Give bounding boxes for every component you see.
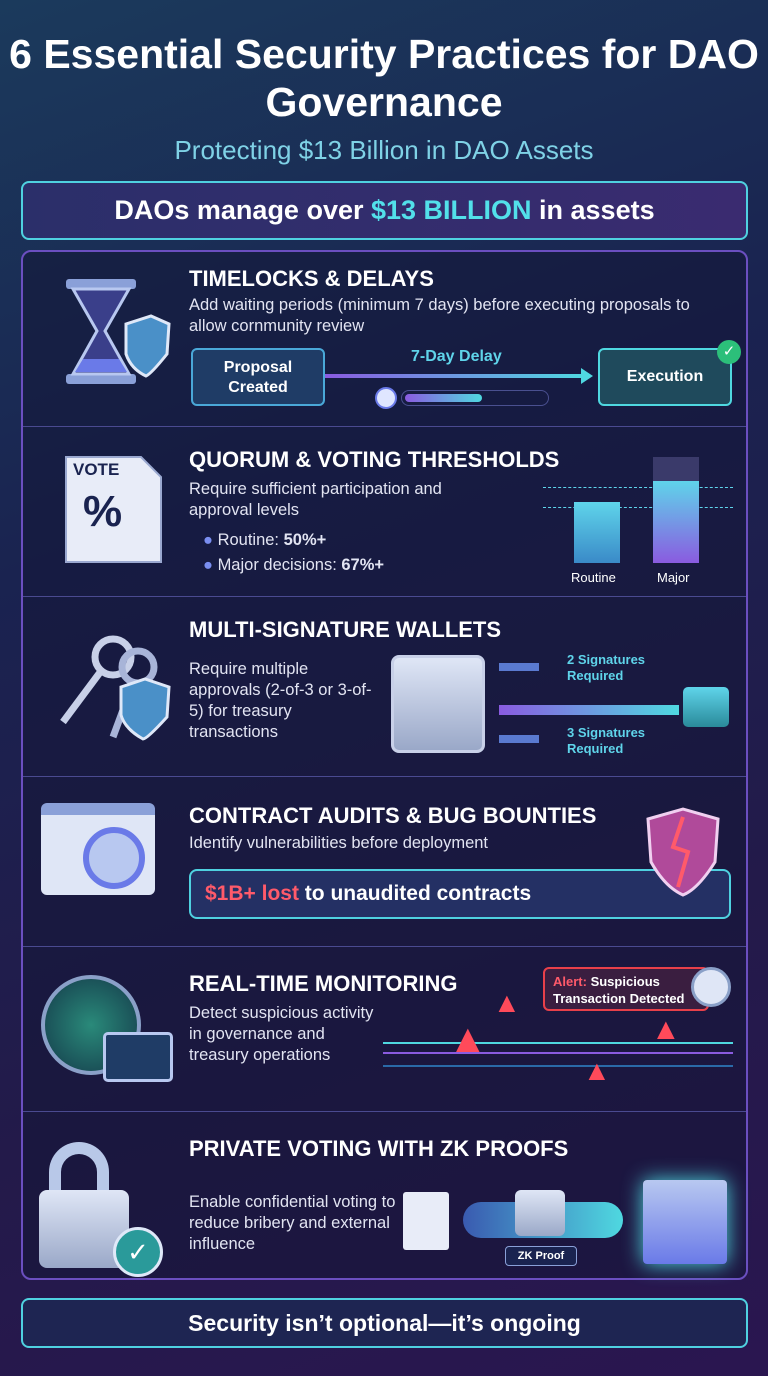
section-zk-voting — [23, 1112, 746, 1278]
bar-label: Major — [657, 570, 690, 585]
check-circle-icon: ● — [203, 531, 213, 549]
proposal-created-box: Proposal Created — [191, 348, 325, 406]
check-circle-icon: ● — [203, 556, 213, 574]
alert-label: Alert: — [553, 974, 587, 989]
bar-major — [653, 481, 699, 563]
page-subtitle: Protecting $13 Billion in DAO Assets — [174, 135, 594, 165]
vote-label: VOTE — [73, 460, 120, 479]
stopwatch-icon — [691, 967, 731, 1007]
section-desc: Identify vulnerabilities before deployment — [189, 834, 489, 852]
item-label: Routine: — [217, 531, 284, 549]
network-line — [383, 1052, 733, 1054]
section-timelocks — [23, 252, 746, 427]
lock-icon — [515, 1190, 565, 1236]
delay-arrow — [325, 374, 585, 378]
practices-panel — [21, 250, 748, 1280]
safe-icon — [391, 655, 485, 753]
sig-label-2: 2 Signatures Required — [567, 652, 646, 683]
item-value: 67%+ — [341, 556, 385, 574]
section-title: REAL-TIME MONITORING — [189, 971, 458, 996]
delay-progress-bar — [401, 390, 549, 406]
check-icon: ✓ — [717, 340, 741, 364]
alert-text: Suspicious Transaction Detected — [553, 974, 685, 1006]
unlocked-padlock-icon — [683, 687, 729, 727]
threshold-item-major — [203, 555, 384, 576]
page-title: 6 Essential Security Practices for DAO Governance — [9, 31, 759, 125]
section-quorum — [23, 427, 746, 597]
warning-icon: ▲ — [583, 1055, 611, 1086]
delay-label: 7-Day Delay — [411, 348, 502, 365]
arrow-left-icon — [499, 663, 539, 671]
percent-symbol: % — [83, 487, 123, 536]
zk-proof-label: ZK Proof — [505, 1246, 577, 1266]
section-title: QUORUM & VOTING THRESHOLDS — [189, 447, 560, 472]
section-desc: Enable confidential voting to reduce bribery and external influence — [189, 1193, 396, 1253]
section-multisig — [23, 597, 746, 777]
section-desc: Detect suspicious activity in governance and treasury operations — [189, 1004, 374, 1064]
section-desc: Require multiple approvals (2-of-3 or 3-of-5) for treasury transactions — [189, 660, 372, 741]
magnifier-bug-icon — [83, 827, 145, 889]
section-title: PRIVATE VOTING WITH ZK PROOFS — [189, 1136, 569, 1161]
warning-icon: ▲ — [448, 1017, 488, 1061]
loss-word: lost — [255, 882, 299, 905]
section-title: TIMELOCKS & DELAYS — [189, 266, 434, 291]
assets-banner — [21, 181, 748, 240]
warning-icon: ▲ — [651, 1013, 681, 1046]
broken-shield-icon — [643, 807, 723, 897]
arrow-left-icon — [499, 735, 539, 743]
warning-icon: ▲ — [493, 987, 521, 1018]
double-arrow-icon — [499, 705, 679, 715]
threshold-item-routine — [203, 530, 326, 551]
banner-text: DAOs manage over — [114, 195, 371, 225]
threshold-line — [543, 487, 733, 488]
loss-text: to unaudited contracts — [298, 882, 532, 905]
arrow-head-icon — [581, 368, 593, 384]
hourglass-shield-icon — [61, 274, 171, 394]
banner-highlight: $13 BILLION — [370, 195, 532, 225]
loss-value: $1B+ — [205, 882, 256, 905]
section-desc: Require sufficient participation and approval levels — [189, 480, 442, 519]
padlock-shackle — [49, 1142, 109, 1192]
execution-box: Execution — [598, 348, 732, 406]
section-title: MULTI-SIGNATURE WALLETS — [189, 617, 502, 642]
delay-progress-fill — [405, 394, 482, 402]
section-audits — [23, 777, 746, 947]
alert-box — [543, 967, 709, 1011]
section-title: CONTRACT AUDITS & BUG BOUNTIES — [189, 803, 597, 828]
item-label: Major decisions: — [217, 556, 342, 574]
clock-icon — [375, 387, 397, 409]
document-icon — [403, 1192, 449, 1250]
ballot-box-icon — [643, 1180, 727, 1264]
keys-shield-icon — [43, 627, 173, 747]
sig-label-3: 3 Signatures Required — [567, 725, 646, 756]
monitor-icon — [103, 1032, 173, 1082]
section-desc: Add waiting periods (minimum 7 days) before executing proposals to allow cornmunity review — [189, 296, 690, 335]
check-icon: ✓ — [113, 1227, 163, 1277]
bar-routine — [574, 502, 620, 563]
bar-label: Routine — [571, 570, 616, 585]
footer-banner: Security isn’t optional—it’s ongoing — [21, 1298, 748, 1348]
section-monitoring — [23, 947, 746, 1112]
banner-text-end: in assets — [531, 195, 655, 225]
item-value: 50%+ — [283, 531, 327, 549]
threshold-line — [543, 507, 733, 508]
network-line — [383, 1065, 733, 1067]
